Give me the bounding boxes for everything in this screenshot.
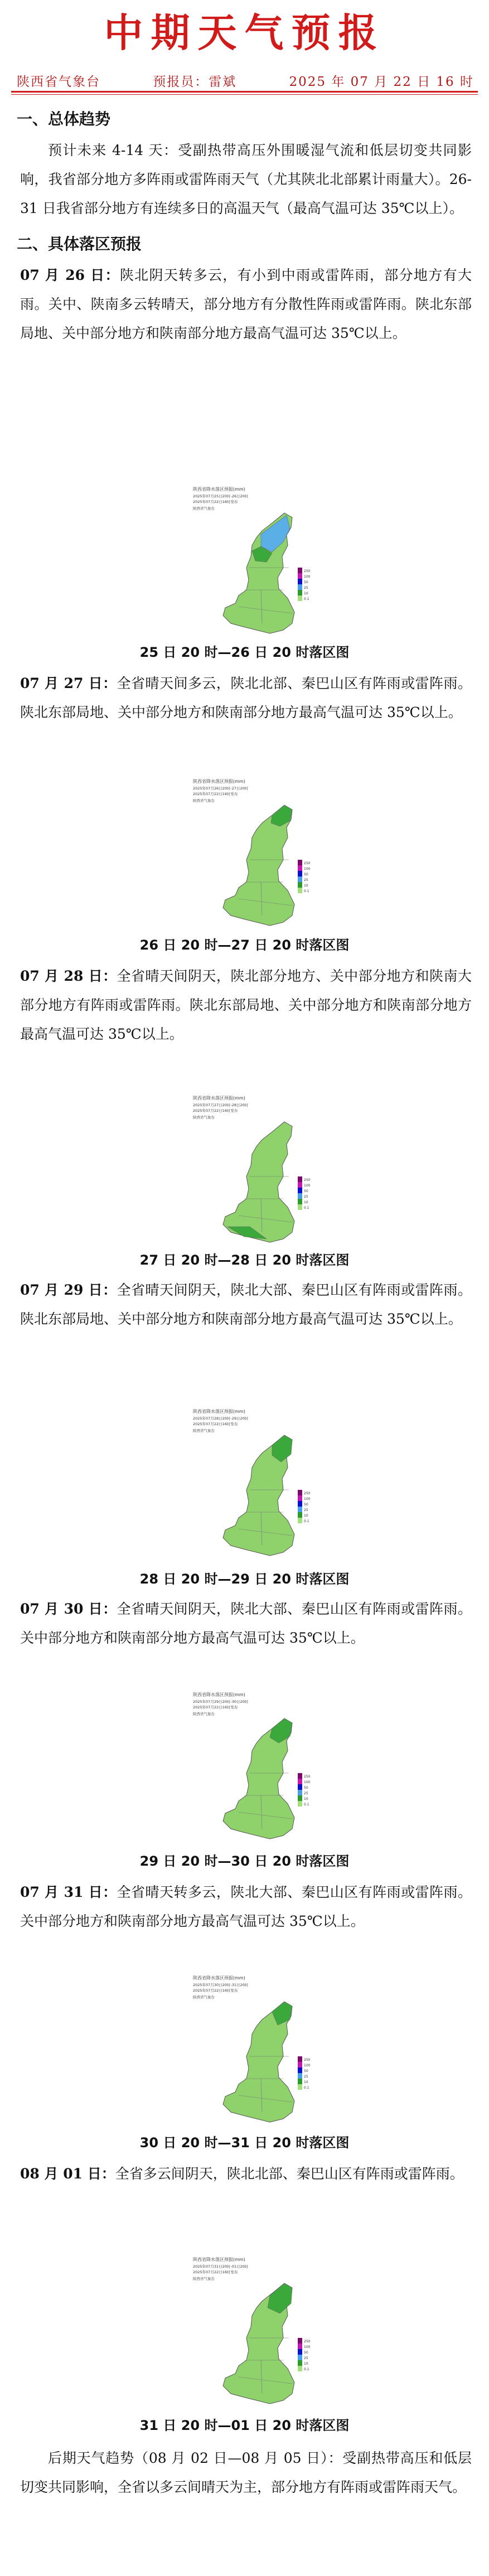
map-header-text: 2025年07月22日16时发布 xyxy=(193,792,238,796)
legend-value: 50 xyxy=(304,2069,308,2073)
precip-map xyxy=(188,776,318,927)
legend-value: 0.1 xyxy=(304,2367,309,2371)
day-forecast xyxy=(20,669,472,727)
day-forecast xyxy=(20,1276,472,1334)
legend-swatch xyxy=(298,1773,302,1779)
legend-swatch xyxy=(298,882,302,888)
legend-value: 100 xyxy=(304,1780,311,1784)
map-header-text: 陕西省气象台 xyxy=(193,1712,215,1716)
map-header-text: 2025年07月27日20时-28日20时 xyxy=(193,1103,249,1107)
forecast-text: 全省晴天间多云，陕北北部、秦巴山区有阵雨或雷阵雨。陕北东部局地、关中部分地方和陕南部分地方最高气温可达 35℃以上。 xyxy=(20,675,472,720)
page-title: 中期天气预报 xyxy=(104,10,385,56)
forecast-date: 07 月 27 日： xyxy=(20,675,117,691)
legend-value: 10 xyxy=(304,2080,308,2084)
legend-value: 100 xyxy=(304,2064,311,2067)
legend-swatch xyxy=(298,2056,302,2062)
legend-value: 250 xyxy=(304,861,311,865)
forecast-date: 07 月 29 日： xyxy=(20,1282,117,1298)
map-header-text: 2025年07月22日16时发布 xyxy=(193,1108,238,1113)
legend-value: 0.1 xyxy=(304,2086,309,2090)
map-header-text: 2025年07月22日16时发布 xyxy=(193,1988,238,1993)
day-forecast xyxy=(20,1878,472,1936)
forecast-text: 全省晴天间阴天，陕北大部、秦巴山区有阵雨或雷阵雨。关中部分地方和陕南部分地方最高气温可达 35℃以上。 xyxy=(20,1601,472,1646)
map-header-text: 2025年07月26日20时-27日20时 xyxy=(193,786,249,791)
legend-value: 250 xyxy=(304,1775,311,1779)
legend-swatch xyxy=(298,2360,302,2366)
legend-value: 10 xyxy=(304,1797,308,1801)
legend-value: 10 xyxy=(304,2362,308,2366)
legend-value: 100 xyxy=(304,575,311,579)
legend-swatch xyxy=(298,871,302,877)
legend-swatch xyxy=(298,860,302,865)
precip-map-svg xyxy=(188,1689,318,1840)
precip-map xyxy=(188,1406,318,1557)
legend-swatch xyxy=(298,1199,302,1204)
legend-swatch xyxy=(298,1779,302,1784)
legend-swatch xyxy=(298,595,302,601)
map-caption: 29 日 20 时—30 日 20 时落区图 xyxy=(139,1853,350,1869)
map-header-text: 2025年07月25日20时-26日20时 xyxy=(193,494,249,498)
legend-value: 25 xyxy=(304,1508,308,1512)
legend-swatch xyxy=(298,2355,302,2360)
precip-map-svg xyxy=(188,776,318,927)
legend-value: 10 xyxy=(304,1514,308,1518)
legend-swatch xyxy=(298,590,302,595)
legend-swatch xyxy=(298,1784,302,1790)
legend-value: 10 xyxy=(304,592,308,595)
legend-swatch xyxy=(298,1188,302,1193)
map-header-text: 2025年07月29日20时-30日20时 xyxy=(193,1699,249,1704)
legend-value: 25 xyxy=(304,2075,308,2079)
legend-value: 100 xyxy=(304,1184,311,1188)
precip-map-svg xyxy=(188,484,318,635)
legend-value: 50 xyxy=(304,1189,308,1193)
precip-map xyxy=(188,1093,318,1243)
map-header-text: 2025年07月22日16时发布 xyxy=(193,1705,238,1710)
legend-swatch xyxy=(298,1801,302,1807)
map-header-text: 陕西省气象台 xyxy=(193,1995,215,1999)
legend-swatch xyxy=(298,2349,302,2355)
legend-value: 0.1 xyxy=(304,889,309,893)
legend-swatch xyxy=(298,1176,302,1182)
map-header-text: 陕西省降水落区预报(mm) xyxy=(193,1096,245,1101)
issue-info xyxy=(17,71,474,90)
legend-value: 50 xyxy=(304,2351,308,2355)
map-caption: 31 日 20 时—01 日 20 时落区图 xyxy=(139,2418,350,2433)
map-header-text: 2025年07月22日16时发布 xyxy=(193,2270,238,2274)
day-forecast xyxy=(20,962,472,1049)
map-header-text: 陕西省降水落区预报(mm) xyxy=(193,1692,245,1697)
map-caption: 28 日 20 时—29 日 20 时落区图 xyxy=(139,1571,350,1587)
legend-swatch xyxy=(298,865,302,871)
legend-swatch xyxy=(298,573,302,579)
map-header-text: 陕西省气象台 xyxy=(193,1115,215,1120)
map-header-text: 2025年07月28日20时-29日20时 xyxy=(193,1416,249,1421)
map-header-text: 陕西省降水落区预报(mm) xyxy=(193,487,245,492)
trend-paragraph: 预计未来 4-14 天：受副热带高压外围暖湿气流和低层切变共同影响，我省部分地方多阵雨或雷阵雨天气（尤其陕北北部累计雨量大）。26-31 日我省部分地方有连续多日的高温天气（最高气温可达 35℃以上）。 xyxy=(20,142,472,216)
map-caption: 25 日 20 时—26 日 20 时落区图 xyxy=(139,645,350,660)
legend-value: 250 xyxy=(304,1492,311,1495)
header-divider-thin xyxy=(11,94,478,95)
map-header-text: 2025年07月22日16时发布 xyxy=(193,1422,238,1426)
forecast-text: 陕北阴天转多云，有小到中雨或雷阵雨，部分地方有大雨。关中、陕南多云转晴天，部分地方有分散性阵雨或雷阵雨。陕北东部局地、关中部分地方和陕南部分地方最高气温可达 35℃以上。 xyxy=(20,267,472,341)
legend-swatch xyxy=(298,579,302,584)
outlook-paragraph: 后期天气趋势（08 月 02 日—08 月 05 日）：受副热带高压和低层切变共同影响，全省以多云间晴天为主，部分地方有阵雨或雷阵雨天气。 xyxy=(20,2450,472,2495)
precip-map xyxy=(188,2254,318,2405)
map-caption: 30 日 20 时—31 日 20 时落区图 xyxy=(139,2135,350,2151)
map-header-text: 陕西省降水落区预报(mm) xyxy=(193,1975,245,1981)
map-header-text: 陕西省气象台 xyxy=(193,506,215,511)
legend-value: 25 xyxy=(304,586,308,590)
legend-value: 0.1 xyxy=(304,1206,309,1210)
legend-swatch xyxy=(298,1507,302,1512)
legend-value: 25 xyxy=(304,878,308,882)
legend-swatch xyxy=(298,2084,302,2090)
legend-swatch xyxy=(298,568,302,573)
legend-swatch xyxy=(298,1518,302,1523)
legend-swatch xyxy=(298,1193,302,1199)
precip-map-svg xyxy=(188,2254,318,2405)
legend-value: 100 xyxy=(304,1497,311,1501)
legend-swatch xyxy=(298,1182,302,1188)
legend-swatch xyxy=(298,1790,302,1795)
legend-value: 25 xyxy=(304,1195,308,1199)
legend-swatch xyxy=(298,2338,302,2343)
map-caption: 27 日 20 时—28 日 20 时落区图 xyxy=(139,1252,350,1268)
day-forecast xyxy=(20,2159,472,2188)
forecast-text: 全省晴天间阴天，陕北部分地方、关中部分地方和陕南大部分地方有阵雨或雷阵雨。陕北东部局地、关中部分地方和陕南部分地方最高气温可达 35℃以上。 xyxy=(20,968,472,1042)
legend-value: 250 xyxy=(304,2058,311,2062)
map-header-text: 陕西省气象台 xyxy=(193,798,215,803)
legend-value: 250 xyxy=(304,569,311,573)
map-header-text: 2025年07月31日20时-01日20时 xyxy=(193,2264,249,2269)
header-divider xyxy=(11,91,478,93)
legend-swatch xyxy=(298,1795,302,1801)
map-header-text: 陕西省气象台 xyxy=(193,1429,215,1433)
precip-map-svg xyxy=(188,1406,318,1557)
forecast-text: 全省晴天间阴天，陕北大部、秦巴山区有阵雨或雷阵雨。陕北东部局地、关中部分地方和陕南部分地方最高气温可达 35℃以上。 xyxy=(20,1282,472,1327)
map-header-text: 陕西省降水落区预报(mm) xyxy=(193,1409,245,1414)
legend-swatch xyxy=(298,2067,302,2073)
issuing-org: 陕西省气象台 xyxy=(17,75,100,89)
legend-swatch xyxy=(298,1512,302,1518)
map-header-text: 2025年07月30日20时-31日20时 xyxy=(193,1983,249,1987)
legend-swatch xyxy=(298,2073,302,2079)
issue-time: 2025 年 07 月 22 日 16 时 xyxy=(289,75,474,89)
forecaster: 预报员：雷斌 xyxy=(153,75,237,89)
legend-value: 0.1 xyxy=(304,597,309,601)
legend-swatch xyxy=(298,1490,302,1495)
precip-map-svg xyxy=(188,1973,318,2123)
legend-swatch xyxy=(298,2079,302,2084)
map-header-text: 陕西省降水落区预报(mm) xyxy=(193,779,245,784)
legend-swatch xyxy=(298,2062,302,2067)
legend-swatch xyxy=(298,1204,302,1210)
precip-map xyxy=(188,1973,318,2123)
forecast-date: 07 月 28 日： xyxy=(20,968,117,984)
forecast-text: 全省多云间阴天，陕北北部、秦巴山区有阵雨或雷阵雨。 xyxy=(115,2166,464,2182)
legend-swatch xyxy=(298,888,302,893)
legend-value: 100 xyxy=(304,2345,311,2349)
legend-swatch xyxy=(298,877,302,882)
legend-swatch xyxy=(298,2366,302,2371)
forecast-date: 07 月 31 日： xyxy=(20,1884,117,1900)
legend-value: 250 xyxy=(304,1178,311,1182)
legend-value: 250 xyxy=(304,2340,311,2343)
legend-value: 0.1 xyxy=(304,1519,309,1523)
legend-value: 100 xyxy=(304,867,311,871)
map-header-text: 陕西省气象台 xyxy=(193,2277,215,2281)
legend-value: 50 xyxy=(304,873,308,877)
legend-value: 0.1 xyxy=(304,1803,309,1807)
precip-map-svg xyxy=(188,1093,318,1243)
forecast-date: 07 月 26 日： xyxy=(20,267,120,283)
legend-value: 50 xyxy=(304,580,308,584)
legend-value: 50 xyxy=(304,1503,308,1507)
legend-swatch xyxy=(298,1495,302,1501)
precip-map xyxy=(188,484,318,635)
section-heading-trend: 一、总体趋势 xyxy=(17,110,111,128)
legend-swatch xyxy=(298,584,302,590)
map-header-text: 陕西省降水落区预报(mm) xyxy=(193,2257,245,2262)
forecast-text: 全省晴天转多云，陕北大部、秦巴山区有阵雨或雷阵雨。关中部分地方和陕南部分地方最高气温可达 35℃以上。 xyxy=(20,1884,472,1929)
legend-value: 10 xyxy=(304,1200,308,1204)
map-header-text: 2025年07月22日16时发布 xyxy=(193,500,238,504)
legend-swatch xyxy=(298,1501,302,1507)
legend-value: 25 xyxy=(304,2356,308,2360)
day-forecast xyxy=(20,1595,472,1653)
forecast-date: 08 月 01 日： xyxy=(20,2166,115,2182)
legend-swatch xyxy=(298,2343,302,2349)
section-heading-areas: 二、具体落区预报 xyxy=(17,235,142,253)
legend-value: 25 xyxy=(304,1791,308,1795)
forecast-date: 07 月 30 日： xyxy=(20,1601,117,1617)
precip-map xyxy=(188,1689,318,1840)
legend-value: 10 xyxy=(304,884,308,888)
day-forecast xyxy=(20,261,472,348)
map-caption: 26 日 20 时—27 日 20 时落区图 xyxy=(139,937,350,953)
legend-value: 50 xyxy=(304,1786,308,1790)
